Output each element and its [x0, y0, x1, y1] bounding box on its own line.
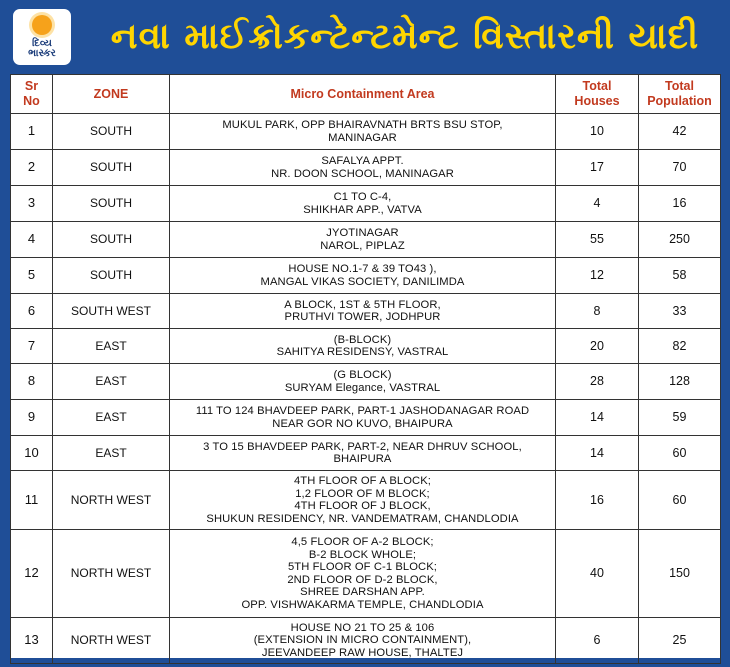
cell-area: 4,5 FLOOR OF A-2 BLOCK; B-2 BLOCK WHOLE; 5TH FLOOR OF C-1 BLOCK; 2ND FLOOR OF D-2 BLOCK, SHREE DARSHAN APP. OPP. VISHWAKARMA TEMPLE, CHANDLODIA [170, 530, 556, 618]
cell-zone: EAST [53, 364, 170, 400]
cell-sr-no: 6 [11, 294, 53, 329]
cell-sr-no: 2 [11, 150, 53, 186]
cell-area: MUKUL PARK, OPP BHAIRAVNATH BRTS BSU STOP, MANINAGAR [170, 114, 556, 150]
cell-houses: 12 [556, 258, 639, 294]
cell-population: 25 [639, 618, 721, 664]
cell-zone: NORTH WEST [53, 530, 170, 618]
table-row [11, 364, 721, 400]
cell-area: 111 TO 124 BHAVDEEP PARK, PART-1 JASHODANAGAR ROAD NEAR GOR NO KUVO, BHAIPURA [170, 400, 556, 436]
cell-area: (B-BLOCK) SAHITYA RESIDENSY, VASTRAL [170, 329, 556, 364]
cell-area: SAFALYA APPT. NR. DOON SCHOOL, MANINAGAR [170, 150, 556, 186]
cell-zone: SOUTH WEST [53, 294, 170, 329]
sun-icon [32, 15, 52, 35]
cell-zone: SOUTH [53, 150, 170, 186]
cell-sr-no: 1 [11, 114, 53, 150]
cell-population: 128 [639, 364, 721, 400]
containment-table [10, 74, 721, 664]
cell-sr-no: 10 [11, 436, 53, 471]
cell-population: 150 [639, 530, 721, 618]
cell-population: 60 [639, 436, 721, 471]
header-houses: Total Houses [556, 75, 639, 114]
cell-population: 82 [639, 329, 721, 364]
cell-zone: SOUTH [53, 186, 170, 222]
divya-bhaskar-logo [13, 9, 71, 65]
cell-houses: 14 [556, 400, 639, 436]
cell-zone: SOUTH [53, 258, 170, 294]
table-row [11, 222, 721, 258]
table-row [11, 471, 721, 530]
cell-population: 16 [639, 186, 721, 222]
cell-houses: 55 [556, 222, 639, 258]
cell-zone: SOUTH [53, 114, 170, 150]
page-title: નવા માઈક્રોકન્ટેન્ટમેન્ટ વિસ્તારની યાદી [110, 16, 700, 57]
containment-table-card [10, 74, 720, 658]
cell-houses: 6 [556, 618, 639, 664]
cell-area: JYOTINAGAR NAROL, PIPLAZ [170, 222, 556, 258]
cell-population: 60 [639, 471, 721, 530]
cell-sr-no: 12 [11, 530, 53, 618]
cell-houses: 10 [556, 114, 639, 150]
cell-sr-no: 8 [11, 364, 53, 400]
cell-area: C1 TO C-4, SHIKHAR APP., VATVA [170, 186, 556, 222]
cell-population: 42 [639, 114, 721, 150]
cell-population: 33 [639, 294, 721, 329]
cell-sr-no: 4 [11, 222, 53, 258]
cell-sr-no: 13 [11, 618, 53, 664]
cell-population: 70 [639, 150, 721, 186]
header-population: Total Population [639, 75, 721, 114]
cell-area: HOUSE NO 21 TO 25 & 106 (EXTENSION IN MICRO CONTAINMENT), JEEVANDEEP RAW HOUSE, THALTEJ [170, 618, 556, 664]
cell-sr-no: 9 [11, 400, 53, 436]
cell-houses: 8 [556, 294, 639, 329]
cell-houses: 4 [556, 186, 639, 222]
header-banner [0, 0, 730, 72]
cell-zone: NORTH WEST [53, 618, 170, 664]
header-area: Micro Containment Area [170, 75, 556, 114]
cell-population: 59 [639, 400, 721, 436]
cell-area: A BLOCK, 1ST & 5TH FLOOR, PRUTHVI TOWER, JODHPUR [170, 294, 556, 329]
cell-sr-no: 5 [11, 258, 53, 294]
table-row [11, 436, 721, 471]
cell-houses: 40 [556, 530, 639, 618]
cell-area: 3 TO 15 BHAVDEEP PARK, PART-2, NEAR DHRUV SCHOOL, BHAIPURA [170, 436, 556, 471]
cell-area: (G BLOCK) SURYAM Elegance, VASTRAL [170, 364, 556, 400]
table-row [11, 150, 721, 186]
header-sr-no: Sr No [11, 75, 53, 114]
table-row [11, 400, 721, 436]
table-header-row [11, 75, 721, 114]
cell-zone: SOUTH [53, 222, 170, 258]
cell-sr-no: 11 [11, 471, 53, 530]
cell-houses: 16 [556, 471, 639, 530]
table-row [11, 329, 721, 364]
cell-houses: 20 [556, 329, 639, 364]
cell-population: 250 [639, 222, 721, 258]
header-zone: ZONE [53, 75, 170, 114]
cell-houses: 28 [556, 364, 639, 400]
cell-houses: 14 [556, 436, 639, 471]
cell-sr-no: 7 [11, 329, 53, 364]
cell-zone: NORTH WEST [53, 471, 170, 530]
table-row [11, 530, 721, 618]
cell-area: HOUSE NO.1-7 & 39 TO43 ), MANGAL VIKAS SOCIETY, DANILIMDA [170, 258, 556, 294]
cell-houses: 17 [556, 150, 639, 186]
cell-area: 4TH FLOOR OF A BLOCK; 1,2 FLOOR OF M BLOCK; 4TH FLOOR OF J BLOCK, SHUKUN RESIDENCY, NR. VANDEMATRAM, CHANDLODIA [170, 471, 556, 530]
table-row [11, 114, 721, 150]
cell-zone: EAST [53, 400, 170, 436]
cell-zone: EAST [53, 329, 170, 364]
cell-zone: EAST [53, 436, 170, 471]
table-row [11, 618, 721, 664]
table-row [11, 186, 721, 222]
table-row [11, 258, 721, 294]
cell-population: 58 [639, 258, 721, 294]
cell-sr-no: 3 [11, 186, 53, 222]
table-row [11, 294, 721, 329]
table-body [11, 114, 721, 664]
logo-text: દિવ્ય ભાસ્કર [28, 38, 56, 59]
